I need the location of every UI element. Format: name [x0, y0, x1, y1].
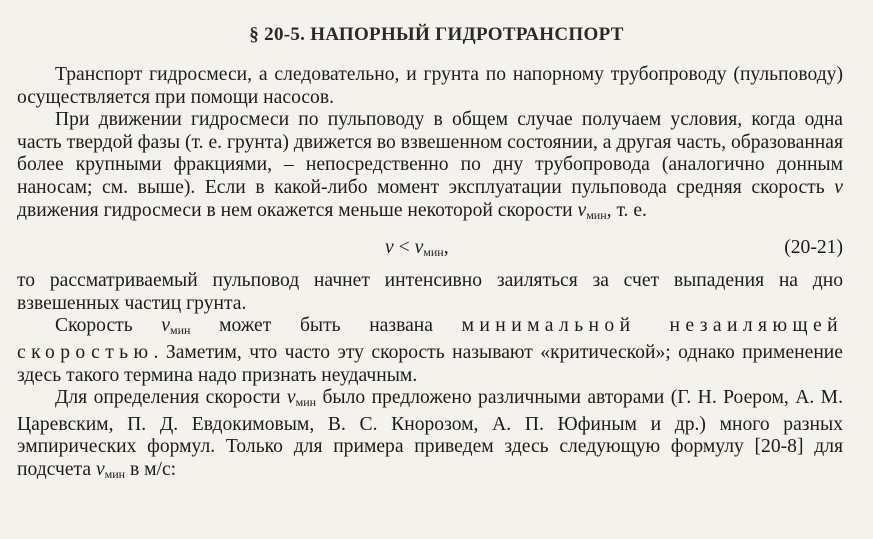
paragraph-4-text-b: может быть названа [190, 315, 462, 337]
paragraph-2-text-a: При движении гидросмеси по пульповоду в общем случае получаем условия, когда одна часть твердой фазы (т. е. грунта) движется во взвешенном состоянии, а другая часть, образованная более крупными фракциями, – непосредственно по дну трубопровода (аналогично донным наносам; см. выше). Если в какой-либо момент эксплуатации пульповода средняя скорость [17, 109, 843, 198]
formula-20-21 [17, 226, 843, 270]
velocity-symbol: v [286, 387, 296, 409]
velocity-subscript: мин [170, 323, 191, 338]
paragraph-4-text-a: Скорость [55, 315, 162, 337]
paragraph-1: Транспорт гидросмеси, а следовательно, и грунта по напорному трубопроводу (пульповоду) осуществляется при помощи насосов. [17, 64, 843, 108]
velocity-subscript: мин [295, 395, 317, 410]
formula-rhs-subscript: мин [423, 245, 444, 260]
velocity-symbol: v [577, 199, 587, 221]
paragraph-5-text-c: в м/с: [125, 458, 177, 480]
paragraph-5-text-a: Для определения скорости [55, 387, 287, 409]
paragraph-3: то рассматриваемый пульповод начнет интенсивно заиляться за счет выпадения на дно взвешенных частиц грунта. [17, 270, 843, 314]
paragraph-5-text-b: было предложено различными авторами (Г. Н. Роером, А. М. Царевским, П. Д. Евдокимовым, В. С. Кнорозом, А. П. Юфиным и др.) много разных эмпирических формул. Только для примера приведем здесь следующую формулу [20-8] для подсчета [17, 387, 843, 480]
formula-number: (20-21) [784, 237, 843, 259]
paragraph-4 [17, 315, 843, 387]
paragraph-5 [17, 387, 843, 485]
formula-expression [385, 226, 449, 274]
formula-operator: < [393, 237, 415, 259]
paragraph-2 [17, 109, 843, 226]
body-text [17, 64, 843, 486]
paragraph-2-text-c: , т. е. [606, 199, 647, 221]
paragraph-2-text-b: движения гидросмеси в нем окажется меньше некоторой скорости [17, 199, 578, 221]
velocity-subscript: мин [104, 466, 126, 481]
formula-tail: , [443, 237, 449, 259]
formula-lhs: v [385, 237, 394, 259]
velocity-symbol: v [834, 176, 843, 198]
term-spaced: минимальной незаиляющей скоростью [17, 315, 843, 363]
velocity-symbol: v [95, 458, 105, 480]
formula-rhs: v [414, 237, 424, 259]
section-heading: § 20-5. НАПОРНЫЙ ГИДРОТРАНСПОРТ [249, 24, 624, 45]
paragraph-4-text-c: . Заметим, что часто эту скорость называют «критической»; однако применение здесь такого термина надо признать неудачным. [17, 341, 843, 386]
velocity-subscript: мин [586, 207, 607, 222]
velocity-symbol: v [161, 315, 170, 337]
